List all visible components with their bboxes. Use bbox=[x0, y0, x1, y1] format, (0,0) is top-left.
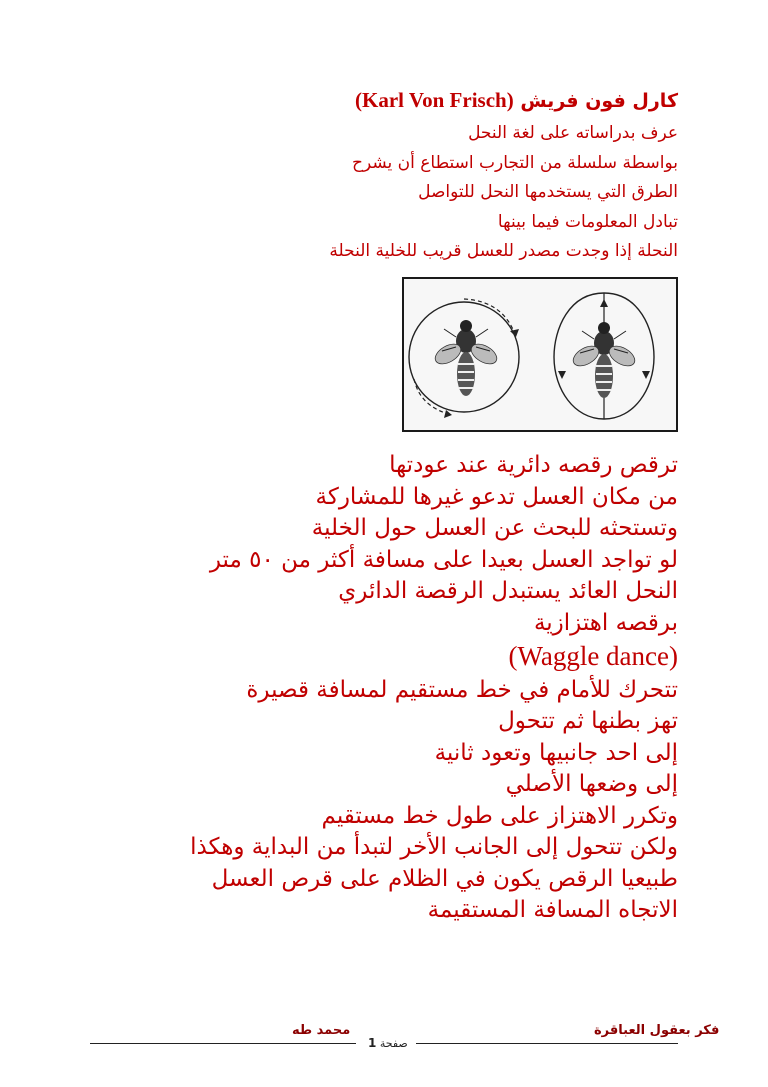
body-line: إلى احد جانبيها وتعود ثانية bbox=[434, 739, 678, 766]
body-line: الاتجاه المسافة المستقيمة bbox=[427, 897, 678, 923]
intro-line: تبادل المعلومات فيما بينها bbox=[497, 211, 678, 232]
waggle-dance-diagram bbox=[554, 293, 654, 419]
heading-latin: (Karl Von Frisch) bbox=[355, 88, 514, 112]
intro-line: الطرق التي يستخدمها النحل للتواصل bbox=[418, 182, 678, 202]
page-label-text: صفحة bbox=[379, 1037, 408, 1050]
bee-icon bbox=[432, 320, 500, 396]
page-number-value: 1 bbox=[368, 1036, 377, 1050]
body-line: وتستحثه للبحث عن العسل حول الخلية bbox=[311, 515, 678, 541]
bee-dance-illustration bbox=[404, 279, 676, 430]
body-line: وتكرر الاهتزاز على طول خط مستقيم bbox=[321, 802, 678, 829]
body-line: لو تواجد العسل بعيدا على مسافة أكثر من ٥٠ متر bbox=[209, 546, 678, 573]
heading bbox=[355, 88, 678, 113]
round-dance-diagram bbox=[409, 299, 519, 418]
body-line: برقصه اهتزازية bbox=[533, 609, 678, 636]
intro-paragraph bbox=[329, 119, 678, 267]
page-number bbox=[368, 1036, 408, 1050]
bee-dance-figure bbox=[402, 277, 678, 432]
body-line: إلى وضعها الأصلي bbox=[505, 771, 678, 797]
body-line: من مكان العسل تدعو غيرها للمشاركة bbox=[315, 483, 678, 510]
intro-line: عرف بدراساته على لغة النحل bbox=[468, 123, 678, 143]
body-line: تتحرك للأمام في خط مستقيم لمسافة قصيرة bbox=[246, 676, 678, 703]
waggle-dance-label: (Waggle dance) bbox=[508, 641, 678, 671]
footer-author: محمد طه bbox=[292, 1023, 351, 1038]
body-line: ترقص رقصه دائرية عند عودتها bbox=[389, 452, 678, 478]
heading-arabic: كارل فون فريش bbox=[520, 90, 678, 112]
intro-line: بواسطة سلسلة من التجارب استطاع أن يشرح bbox=[351, 152, 678, 173]
body-line: النحل العائد يستبدل الرقصة الدائري bbox=[338, 578, 678, 604]
body-line: ولكن تتحول إلى الجانب الأخر لتبدأ من البداية وهكذا bbox=[190, 834, 678, 860]
footer-site: فكر بعقول العباقرة bbox=[594, 1023, 720, 1038]
intro-line: النحلة إذا وجدت مصدر للعسل قريب للخلية النحلة bbox=[329, 241, 678, 261]
body-paragraph bbox=[190, 450, 678, 927]
body-line: تهز بطنها ثم تتحول bbox=[498, 708, 678, 734]
body-line: طبيعيا الرقص يكون في الظلام على قرص العسل bbox=[211, 865, 678, 892]
bee-icon bbox=[570, 322, 638, 398]
